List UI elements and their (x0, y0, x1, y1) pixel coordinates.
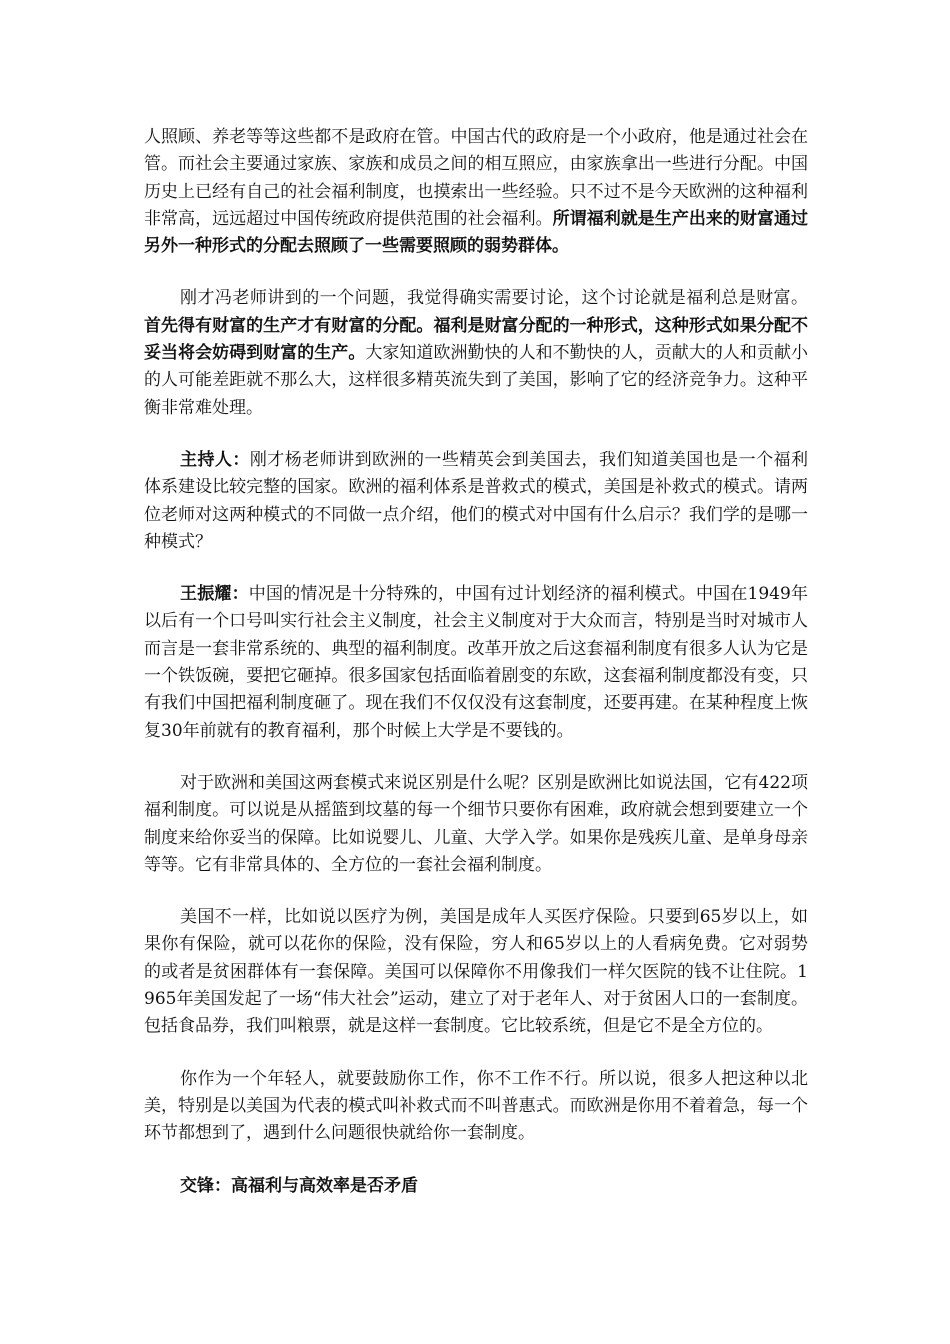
paragraph-5-text: 对于欧洲和美国这两套模式来说区别是什么呢？区别是欧洲比如说法国，它有422项福利制度。可以说是从摇篮到坟墓的每一个细节只要你有困难，政府就会想到要建立一个制度来给你妥当的保障。比如说婴儿、儿童、大学入学。如果你是残疾儿童、是单身母亲等等。它有非常具体的、全方位的一套社会福利制度。 (144, 772, 808, 875)
paragraph-wang-text: 中国的情况是十分特殊的，中国有过计划经济的福利模式。中国在1949年以后有一个口号叫实行社会主义制度，社会主义制度对于大众而言，特别是当时对城市人而言是一套非常系统的、典型的福利制度。改革开放之后这套福利制度有很多人认为它是一个铁饭碗，要把它砸掉。很多国家包括面临着剧变的东欧，这套福利制度都没有变，只有我们中国把福利制度砸了。现在我们不仅仅没有这套制度，还要再建。在某种程度上恢复30年前就有的教育福利，那个时候上大学是不要钱的。 (144, 584, 809, 741)
speaker-label-wang: 王振耀： (180, 584, 249, 605)
paragraph-wang (144, 581, 808, 745)
paragraph-host (144, 447, 808, 556)
document-page (144, 124, 808, 1200)
paragraph-5 (144, 770, 808, 879)
paragraph-2 (144, 285, 808, 421)
paragraph-2-bold: 首先得有财富的生产才有财富的分配。福利是财富分配的一种形式，这种形式如果分配不妥当将会妨碍到财富的生产。 (144, 315, 808, 364)
paragraph-6-text: 美国不一样，比如说以医疗为例，美国是成年人买医疗保险。只要到65岁以上，如果你有保险，就可以花你的保险，没有保险，穷人和65岁以上的人看病免费。它对弱势的或者是贫困群体有一套保障。美国可以保障你不用像我们一样欠医院的钱不让住院。1965年美国发起了一场“伟大社会”运动，建立了对于老年人、对于贫困人口的一套制度。包括食品券，我们叫粮票，就是这样一套制度。它比较系统，但是它不是全方位的。 (144, 907, 808, 1037)
paragraph-host-text: 刚才杨老师讲到欧洲的一些精英会到美国去，我们知道美国也是一个福利体系建设比较完整的国家。欧洲的福利体系是普救式的模式，美国是补救式的模式。请两位老师对这两种模式的不同做一点介绍，他们的模式对中国有什么启示？我们学的是哪一种模式？ (144, 449, 809, 552)
paragraph-7 (144, 1066, 808, 1148)
paragraph-2-text-2: 大家知道欧洲勤快的人和不勤快的人，贡献大的人和贡献小的人可能差距就不那么大，这样很多精英流失到了美国，影响了它的经济竞争力。这种平衡非常难处理。 (144, 343, 809, 418)
section-heading: 交锋：高福利与高效率是否矛盾 (180, 1175, 418, 1196)
paragraph-7-text: 你作为一个年轻人，就要鼓励你工作，你不工作不行。所以说，很多人把这种以北美，特别是以美国为代表的模式叫补救式而不叫普惠式。而欧洲是你用不着着急，每一个环节都想到了，遇到什么问题很快就给你一套制度。 (144, 1068, 808, 1144)
paragraph-1-bold: 所谓福利就是生产出来的财富通过另外一种形式的分配去照顾了一些需要照顾的弱势群体。 (144, 208, 809, 257)
paragraph-1-text: 人照顾、养老等等这些都不是政府在管。中国古代的政府是一个小政府，他是通过社会在管。而社会主要通过家族、家族和成员之间的相互照应，由家族拿出一些进行分配。中国历史上已经有自己的社会福利制度，也摸索出一些经验。只不过不是今天欧洲的这种福利非常高，远远超过中国传统政府提供范围的社会福利。 (144, 127, 808, 229)
paragraph-2-text: 刚才冯老师讲到的一个问题，我觉得确实需要讨论，这个讨论就是福利总是财富。 (180, 288, 808, 309)
paragraph-6 (144, 904, 808, 1040)
speaker-label-host: 主持人： (180, 449, 250, 470)
paragraph-1 (144, 124, 808, 260)
